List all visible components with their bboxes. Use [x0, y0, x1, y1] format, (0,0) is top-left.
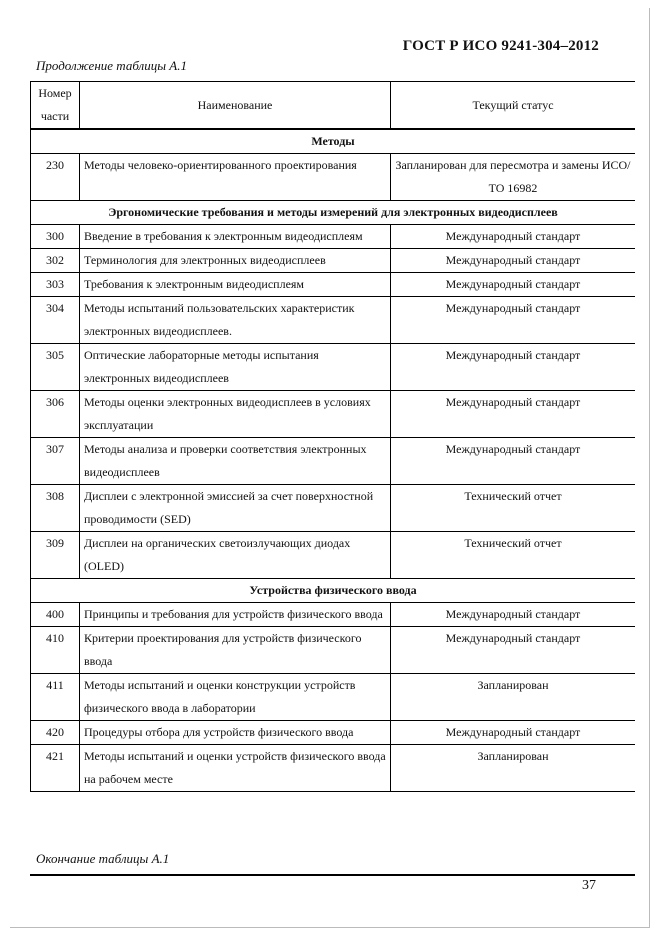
- part-number-cell: 420: [31, 721, 80, 745]
- table-row: [31, 438, 636, 485]
- part-number-cell: 303: [31, 273, 80, 297]
- name-cell: Оптические лабораторные методы испытания электронных видеодисплеев: [80, 344, 391, 391]
- name-cell: Критерии проектирования для устройств физического ввода: [80, 627, 391, 674]
- name-cell: Принципы и требования для устройств физического ввода: [80, 603, 391, 627]
- table-row: [31, 249, 636, 273]
- part-number-cell: 302: [31, 249, 80, 273]
- column-header-name: Наименование: [80, 82, 391, 130]
- name-cell: Методы испытаний и оценки устройств физического ввода на рабочем месте: [80, 745, 391, 792]
- standards-table-container: [30, 81, 635, 852]
- table-row: [31, 721, 636, 745]
- part-number-cell: 230: [31, 154, 80, 201]
- table-row: [31, 674, 636, 721]
- table-row: [31, 603, 636, 627]
- name-cell: Требования к электронным видеодисплеям: [80, 273, 391, 297]
- name-cell: Методы испытаний и оценки конструкции устройств физического ввода в лаборатории: [80, 674, 391, 721]
- status-cell: Международный стандарт: [391, 438, 636, 485]
- status-cell: Технический отчет: [391, 485, 636, 532]
- part-number-cell: 411: [31, 674, 80, 721]
- document-code: ГОСТ Р ИСО 9241-304–2012: [402, 38, 599, 54]
- footer-rule: [30, 874, 635, 876]
- table-row: [31, 627, 636, 674]
- section-title: Эргономические требования и методы измерений для электронных видеодисплеев: [31, 201, 636, 225]
- standards-table: [30, 81, 635, 792]
- status-cell: Международный стандарт: [391, 344, 636, 391]
- name-cell: Методы испытаний пользовательских характеристик электронных видеодисплеев.: [80, 297, 391, 344]
- status-cell: Запланирован: [391, 745, 636, 792]
- part-number-cell: 300: [31, 225, 80, 249]
- table-row: [31, 532, 636, 579]
- status-cell: Международный стандарт: [391, 273, 636, 297]
- table-row: [31, 297, 636, 344]
- name-cell: Дисплеи на органических светоизлучающих диодах (OLED): [80, 532, 391, 579]
- status-cell: Международный стандарт: [391, 249, 636, 273]
- name-cell: Дисплеи с электронной эмиссией за счет поверхностной проводимости (SED): [80, 485, 391, 532]
- table-ending-note: Окончание таблицы А.1: [36, 851, 170, 866]
- table-header-row: [31, 82, 636, 130]
- table-row: [31, 225, 636, 249]
- status-cell: Международный стандарт: [391, 603, 636, 627]
- name-cell: Методы человеко-ориентированного проектирования: [80, 154, 391, 201]
- table-row: [31, 485, 636, 532]
- part-number-cell: 421: [31, 745, 80, 792]
- table-body: [31, 129, 636, 792]
- status-cell: Запланирован для пересмотра и замены ИСО/ТО 16982: [391, 154, 636, 201]
- table-row: [31, 344, 636, 391]
- status-cell: Технический отчет: [391, 532, 636, 579]
- part-number-cell: 304: [31, 297, 80, 344]
- name-cell: Методы анализа и проверки соответствия электронных видеодисплеев: [80, 438, 391, 485]
- column-header-part-number: Номер части: [31, 82, 80, 130]
- status-cell: Международный стандарт: [391, 627, 636, 674]
- table-section-row: [31, 579, 636, 603]
- table-row: [31, 391, 636, 438]
- column-header-status: Текущий статус: [391, 82, 636, 130]
- name-cell: Методы оценки электронных видеодисплеев в условиях эксплуатации: [80, 391, 391, 438]
- table-row: [31, 154, 636, 201]
- section-title: Устройства физического ввода: [31, 579, 636, 603]
- table-continuation-note: Продолжение таблицы А.1: [36, 58, 187, 73]
- status-cell: Международный стандарт: [391, 721, 636, 745]
- part-number-cell: 309: [31, 532, 80, 579]
- name-cell: Терминология для электронных видеодисплеев: [80, 249, 391, 273]
- status-cell: Запланирован: [391, 674, 636, 721]
- section-title: Методы: [31, 129, 636, 154]
- table-section-row: [31, 201, 636, 225]
- status-cell: Международный стандарт: [391, 225, 636, 249]
- part-number-cell: 410: [31, 627, 80, 674]
- table-row: [31, 745, 636, 792]
- page-number: 37: [582, 878, 596, 893]
- name-cell: Введение в требования к электронным видеодисплеям: [80, 225, 391, 249]
- part-number-cell: 307: [31, 438, 80, 485]
- name-cell: Процедуры отбора для устройств физического ввода: [80, 721, 391, 745]
- part-number-cell: 400: [31, 603, 80, 627]
- status-cell: Международный стандарт: [391, 297, 636, 344]
- part-number-cell: 308: [31, 485, 80, 532]
- status-cell: Международный стандарт: [391, 391, 636, 438]
- table-section-row: [31, 129, 636, 154]
- part-number-cell: 306: [31, 391, 80, 438]
- table-row: [31, 273, 636, 297]
- part-number-cell: 305: [31, 344, 80, 391]
